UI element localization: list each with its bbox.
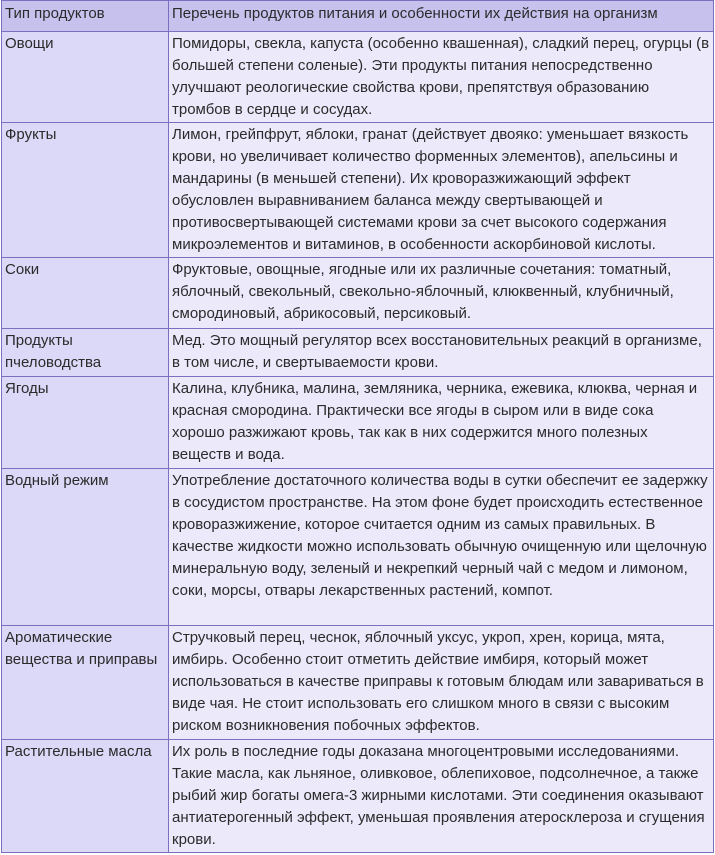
row-type-bee-products: Продукты пчеловодства [2, 329, 169, 377]
table-row [2, 258, 714, 329]
row-type-juices: Соки [2, 258, 169, 329]
row-type-berries: Ягоды [2, 377, 169, 469]
row-type-vegetable-oils: Растительные масла [2, 740, 169, 853]
row-type-spices: Ароматические вещества и приправы [2, 626, 169, 740]
table-row [2, 469, 714, 626]
row-desc-juices: Фруктовые, овощные, ягодные или их различные сочетания: томатный, яблочный, свекольный, свекольно-яблочный, клюквенный, клубничный, смородиновый, абрикосовый, персиковый. [169, 258, 714, 329]
row-desc-bee-products: Мед. Это мощный регулятор всех восстановительных реакций в организме, в том числе, и свертываемости крови. [169, 329, 714, 377]
row-type-fruits: Фрукты [2, 123, 169, 258]
table-row [2, 377, 714, 469]
food-table [1, 0, 714, 853]
row-desc-berries: Калина, клубника, малина, земляника, черника, ежевика, клюква, черная и красная смородина. Практически все ягоды в сыром или в виде сока хорошо разжижают кровь, так как в них содержится много полезных веществ и вода. [169, 377, 714, 469]
table-header-row [2, 1, 714, 32]
row-desc-spices: Стручковый перец, чеснок, яблочный уксус, укроп, хрен, корица, мята, имбирь. Особенно стоит отметить действие имбиря, который может использоваться в качестве приправы к готовым блюдам или завариваться в виде чая. Не стоит использовать его слишком много в связи с высоким риском возникновения побочных эффектов. [169, 626, 714, 740]
row-desc-vegetables: Помидоры, свекла, капуста (особенно квашенная), сладкий перец, огурцы (в большей степени соленые). Эти продукты питания непосредственно улучшают реологические свойства крови, препятствуя образованию тромбов в сердце и сосудах. [169, 32, 714, 123]
row-type-water-regime: Водный режим [2, 469, 169, 626]
table-row [2, 329, 714, 377]
header-product-type: Тип продуктов [2, 1, 169, 32]
table-row [2, 123, 714, 258]
header-description: Перечень продуктов питания и особенности их действия на организм [169, 1, 714, 32]
table-row [2, 626, 714, 740]
table-row [2, 740, 714, 853]
row-desc-water-regime: Употребление достаточного количества воды в сутки обеспечит ее задержку в сосудистом пространстве. На этом фоне будет происходить естественное кроворазжижение, которое считается одним из самых правильных. В качестве жидкости можно использовать обычную очищенную или щелочную минеральную воду, зеленый и некрепкий черный чай с медом и лимоном, соки, морсы, отвары лекарственных растений, компот. [169, 469, 714, 626]
table-row [2, 32, 714, 123]
row-type-vegetables: Овощи [2, 32, 169, 123]
row-desc-fruits: Лимон, грейпфрут, яблоки, гранат (действует двояко: уменьшает вязкость крови, но увеличивает количество форменных элементов), апельсины и мандарины (в меньшей степени). Их кроворазжижающий эффект обусловлен выравниванием баланса между свертывающей и противосвертывающей системами крови за счет высокого содержания микроэлементов и витаминов, в особенности аскорбиновой кислоты. [169, 123, 714, 258]
row-desc-vegetable-oils: Их роль в последние годы доказана многоцентровыми исследованиями. Такие масла, как льняное, оливковое, облепиховое, подсолнечное, а также рыбий жир богаты омега-3 жирными кислотами. Эти соединения оказывают антиатерогенный эффект, уменьшая проявления атеросклероза и сгущения крови. [169, 740, 714, 853]
